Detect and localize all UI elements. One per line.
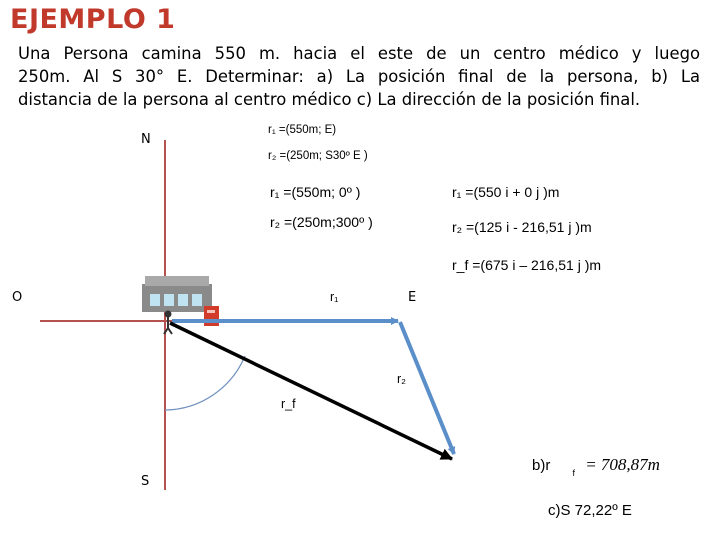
problem-line: 250m. Al S 30° E. Determinar: a) La posición final de la persona, b) La — [18, 67, 700, 86]
equation-r2-direction: r₂ =(250m; S30º E ) — [268, 150, 368, 162]
angle-arc — [165, 356, 245, 410]
equation-r1-polar: r₁ =(550m; 0º ) — [270, 184, 361, 200]
problem-line: distancia de la persona al centro médico c) La dirección de la posición final. — [18, 90, 641, 109]
answer-c: c)S 72,22º E — [548, 502, 632, 519]
slide-title: EJEMPLO 1 — [10, 4, 176, 35]
south-label: S — [141, 474, 150, 489]
answer-b-prefix: b)r — [532, 457, 551, 474]
east-label: E — [408, 290, 417, 305]
answer-b-subscript: f — [572, 468, 576, 478]
equation-r2-rect: r₂ =(125 i - 216,51 j )m — [452, 219, 592, 235]
vector-r1-label: r₁ — [330, 290, 339, 304]
equation-r2-polar: r₂ =(250m;300º ) — [270, 214, 373, 230]
answer-b-value: = 708,87m — [585, 455, 660, 474]
west-label: O — [12, 290, 23, 305]
vector-r2-label: r₂ — [397, 372, 407, 386]
vector-r2 — [400, 322, 454, 454]
vector-rf-label: r_f — [281, 397, 296, 411]
medical-center-icon — [142, 276, 212, 312]
equation-r1-rect: r₁ =(550 i + 0 j )m — [452, 184, 560, 200]
north-label: N — [141, 132, 151, 147]
equation-rf-rect: r_f =(675 i – 216,51 j )m — [452, 257, 602, 273]
equation-r1-direction: r₁ =(550m; E) — [268, 124, 337, 136]
problem-line: Una Persona camina 550 m. hacia el este de un centro médico y luego — [18, 44, 700, 63]
answer-b — [532, 455, 660, 478]
